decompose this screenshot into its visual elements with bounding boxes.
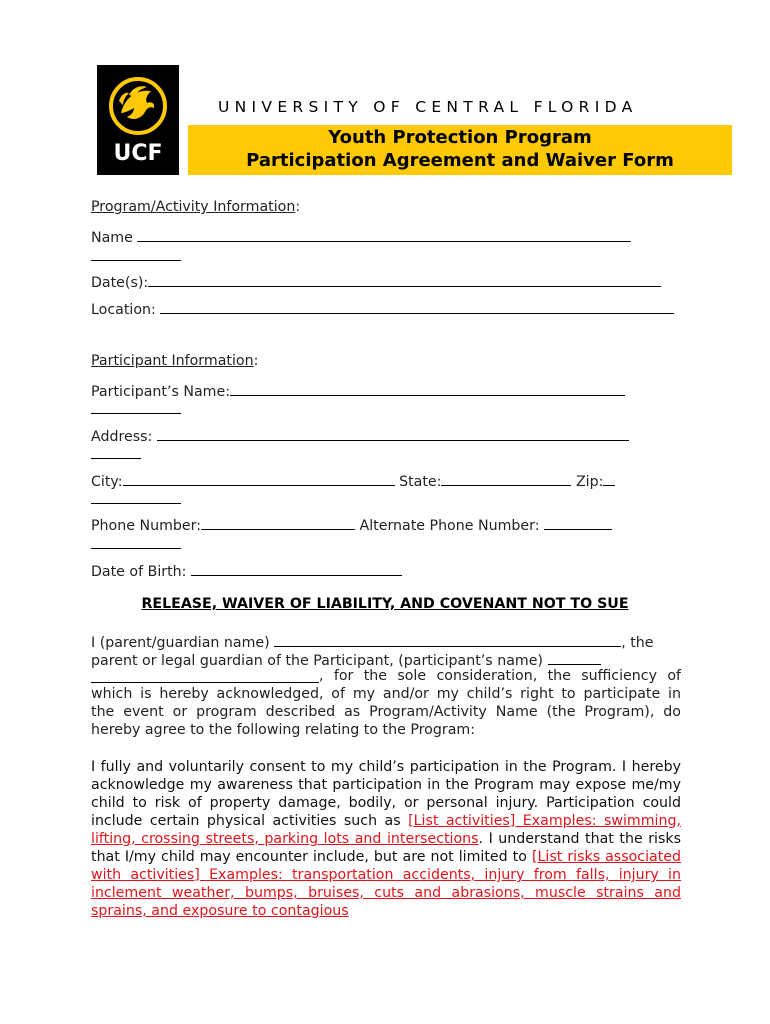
location-row [91,299,674,318]
program-name-continuation[interactable] [91,246,181,265]
alt-phone-field[interactable] [544,515,612,530]
logo-text: UCF [113,141,163,166]
release-heading: RELEASE, WAIVER OF LIABILITY, AND COVENANT NOT TO SUE [141,596,629,612]
p1-line-1: I (parent/guardian name) , the [91,632,654,651]
zip-label: Zip: [575,474,604,490]
dob-field[interactable] [191,561,402,576]
dob-label: Date of Birth: [91,564,187,580]
city-state-zip-row [91,471,615,490]
dates-label: Date(s): [91,275,149,291]
guardian-name-field[interactable] [274,632,621,647]
location-label: Location: [91,302,156,318]
phone-label: Phone Number: [91,518,201,534]
address-label: Address: [91,429,153,445]
p1-line-2: parent or legal guardian of the Participant, (participant’s name) [91,650,601,669]
p1-line-4: which is hereby acknowledged, of my and/or my child’s right to participate in [91,686,681,702]
program-name-field[interactable] [137,227,631,242]
address-continuation[interactable] [91,444,141,463]
address-row [91,426,629,445]
participant-name-continuation[interactable] [91,399,181,418]
participant-name-inline-continuation[interactable] [91,668,319,683]
phone-field[interactable] [201,515,355,530]
participant-name-field[interactable] [230,381,625,396]
participant-name-label: Participant’s Name: [91,384,230,400]
address-field[interactable] [157,426,629,441]
participant-name-row [91,381,625,400]
ucf-logo [97,65,179,175]
location-field[interactable] [160,299,674,314]
zip-continuation[interactable] [91,489,181,508]
p1-line-3: , for the sole consideration, the sufficiency of [91,668,681,684]
city-field[interactable] [123,471,395,486]
state-label: State: [399,474,442,490]
title-line-1: Youth Protection Program [328,127,592,148]
state-field[interactable] [441,471,571,486]
title-line-2: Participation Agreement and Waiver Form [246,150,674,171]
dates-field[interactable] [148,272,661,287]
alt-phone-label: Alternate Phone Number: [359,518,540,534]
pegasus-icon [107,75,169,137]
p1-line-6: hereby agree to the following relating to the Program: [91,722,475,738]
phone-row [91,515,612,534]
activities-placeholder[interactable]: [List activities] Examples: swimming, lifting, crossing streets, parking lots and intersections [91,813,681,847]
program-name-label: Name [91,230,133,246]
program-name-row [91,227,631,246]
program-section-heading: Program/Activity Information: [91,199,301,215]
zip-field[interactable] [603,471,615,486]
consent-paragraph: I fully and voluntarily consent to my child’s participation in the Program. I hereby acknowledge my awareness that participation in the Program may expose me/my child to risk of property damage, bodily, or personal injury. Participation could include certain physical activities such as [List activities] Examples: swimming, lifting, crossing streets, parking lots and intersections. I understand that the risks that I/my child may encounter include, but are not limited to [List risks associated with activities] Examples: transportation accidents, injury from falls, injury in inclement weather, bumps, bruises, cuts and abrasions, muscle strains and sprains, and exposure to contagious [91,759,682,919]
dates-row [91,272,661,291]
p1-line-5: the event or program described as Program/Activity Name (the Program), do [91,704,681,720]
risks-placeholder[interactable]: [List risks associated with activities] Examples: transportation accidents, injury from falls, injury in inclement weather, bumps, bruises, cuts and abrasions, muscle strains and sprains, and exposure to contagious [91,849,682,919]
university-name: UNIVERSITY OF CENTRAL FLORIDA [218,98,638,116]
alt-phone-continuation[interactable] [91,534,181,553]
city-label: City: [91,474,123,490]
participant-name-inline-field[interactable] [548,650,601,665]
participant-section-heading: Participant Information: [91,353,259,369]
dob-row [91,561,402,580]
title-banner [188,125,732,175]
